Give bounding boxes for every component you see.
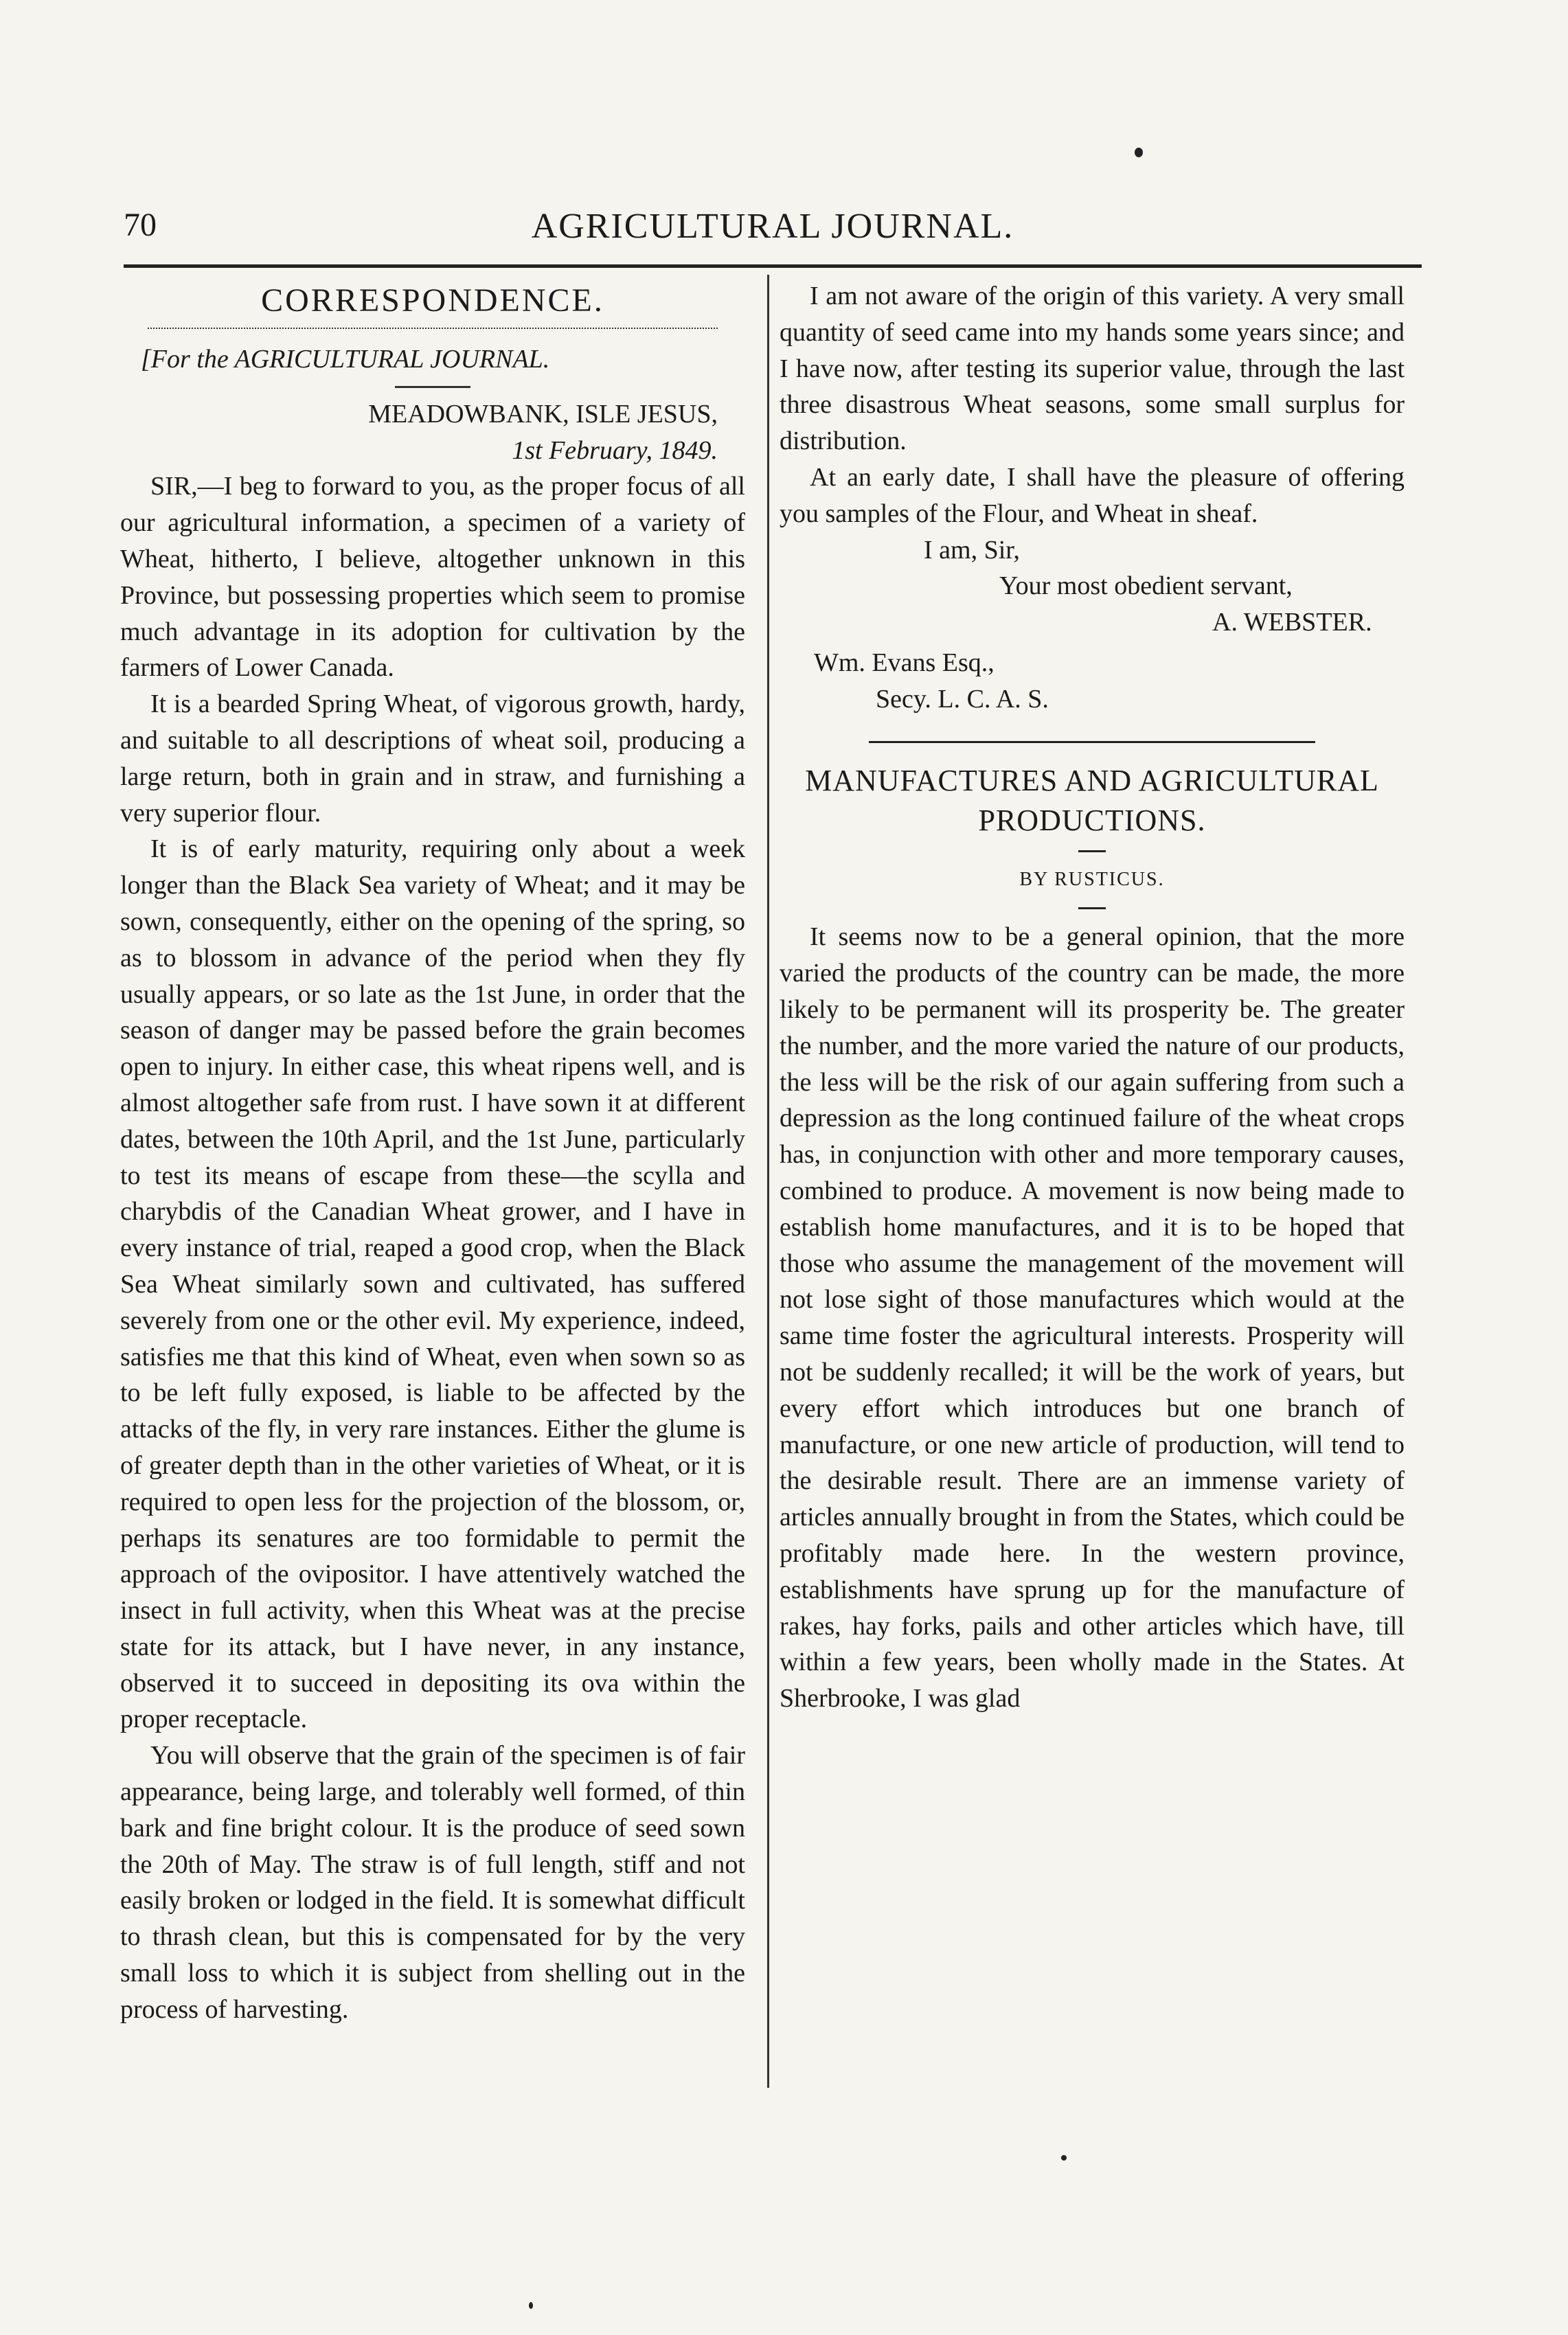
for-line: [For the AGRICULTURAL JOURNAL. <box>141 345 550 374</box>
column-divider <box>767 275 769 2088</box>
print-speck <box>529 2302 533 2309</box>
closing-line: I am, Sir, <box>924 535 1020 565</box>
correspondence-title: CORRESPONDENCE. <box>261 282 604 319</box>
section-rule <box>869 741 1315 743</box>
letter-paragraph: SIR,—I beg to forward to you, as the proper focus of all our agricultural information, a specimen of a variety of Wheat, hitherto, I believe, altogether unknown in this Province, but possessing properties which seem to promise much advantage in its adoption for cultivation by the farmers of Lower Canada. <box>120 472 745 683</box>
manufactures-title-line: PRODUCTIONS. <box>978 803 1206 837</box>
byline: BY RUSTICUS. <box>1019 868 1165 890</box>
addressee-name: Wm. Evans Esq., <box>814 648 995 677</box>
letter-paragraph: I am not aware of the origin of this variety. A very small quantity of seed came into my hands some years since; and I have now, after testing its superior value, through the last three disastrous Wheat seasons, some small surplus for distribution. <box>780 282 1405 456</box>
letter-date: 1st February, 1849. <box>512 435 718 465</box>
right-column <box>780 278 1405 1717</box>
letter-paragraph: It is of early maturity, requiring only about a week longer than the Black Sea variety of Wheat; and it may be sown, consequently, either on the opening of the spring, so as to blossom in advance of the period when they fly usually appears, or so late as the 1st June, in order that the season of danger may be passed before the grain becomes open to injury. In either case, this wheat ripens well, and is almost altogether safe from rust. I have sown it at different dates, between the 10th April, and the 1st June, particularly to test its means of escape from these—the scylla and charybdis of the Canadian Wheat grower, and I have in every instance of trial, reaped a good crop, when the Black Sea Wheat similarly sown and cultivated, has suffered severely from one or the other evil. My experience, indeed, satisfies me that this kind of Wheat, even when sown so as to be left fully exposed, is liable to be affected by the attacks of the fly, in very rare instances. Either the glume is of greater depth than in the other varieties of Wheat, or it is required to open less for the projection of the blossom, or, perhaps its senatures are too formidable to permit the approach of the ovipositor. I have attentively watched the insect in full activity, when this Wheat was at the precise state for its attack, but I have never, in any instance, observed it to succeed in depositing its ova within the proper receptacle. <box>120 834 745 1734</box>
page-header <box>124 206 1422 261</box>
short-rule <box>1078 907 1106 909</box>
running-title: AGRICULTURAL JOURNAL. <box>531 207 1014 246</box>
left-column <box>120 278 745 2028</box>
ornamental-rule <box>148 328 718 334</box>
page-number: 70 <box>124 207 157 243</box>
letter-paragraph: It is a bearded Spring Wheat, of vigorous growth, hardy, and suitable to all descriptions of wheat soil, producing a large return, both in grain and in straw, and furnishing a very superior flour. <box>120 690 745 828</box>
manufactures-title-line: MANUFACTURES AND AGRICULTURAL <box>805 763 1379 797</box>
letter-place: MEADOWBANK, ISLE JESUS, <box>368 399 718 429</box>
print-speck <box>1061 2155 1067 2161</box>
letter-paragraph: At an early date, I shall have the pleasure of offering you samples of the Flour, and Wheat in sheaf. <box>780 462 1405 528</box>
short-rule <box>1078 850 1106 852</box>
header-rule <box>124 264 1422 268</box>
addressee-title: Secy. L. C. A. S. <box>876 684 1049 714</box>
print-speck <box>1135 148 1143 157</box>
signature: A. WEBSTER. <box>1212 608 1372 637</box>
letter-paragraph: You will observe that the grain of the specimen is of fair appearance, being large, and tolerably well formed, of thin bark and fine bright colour. It is the produce of seed sown the 20th of May. The straw is of full length, stiff and not easily broken or lodged in the field. It is somewhat difficult to thrash clean, but this is compensated for by the very small loss to which it is subject from shelling out in the process of harvesting. <box>120 1741 745 2024</box>
article-paragraph: It seems now to be a general opinion, that the more varied the products of the country can be made, the more likely to be permanent will its prosperity be. The greater the number, and the more varied the nature of our products, the less will be the risk of our again suffering from such a depression as the long continued failure of the wheat crops has, in conjunction with other and more temporary causes, combined to produce. A movement is now being made to establish home manufactures, and it is to be hoped that those who assume the management of the movement will not lose sight of those manufactures which would at the same time foster the agricultural interests. Prosperity will not be suddenly recalled; it will be the work of years, but every effort which introduces but one branch of manufacture, or one new article of production, will tend to the desirable result. There are an immense variety of articles annually brought in from the States, which could be profitably made here. In the western province, establishments have sprung up for the manufacture of rakes, hay forks, pails and other articles which have, till within a few years, been wholly made in the States. At Sherbrooke, I was glad <box>780 922 1405 1713</box>
manufactures-title <box>780 761 1405 841</box>
short-rule <box>395 386 470 388</box>
closing-line: Your most obedient servant, <box>999 571 1293 601</box>
